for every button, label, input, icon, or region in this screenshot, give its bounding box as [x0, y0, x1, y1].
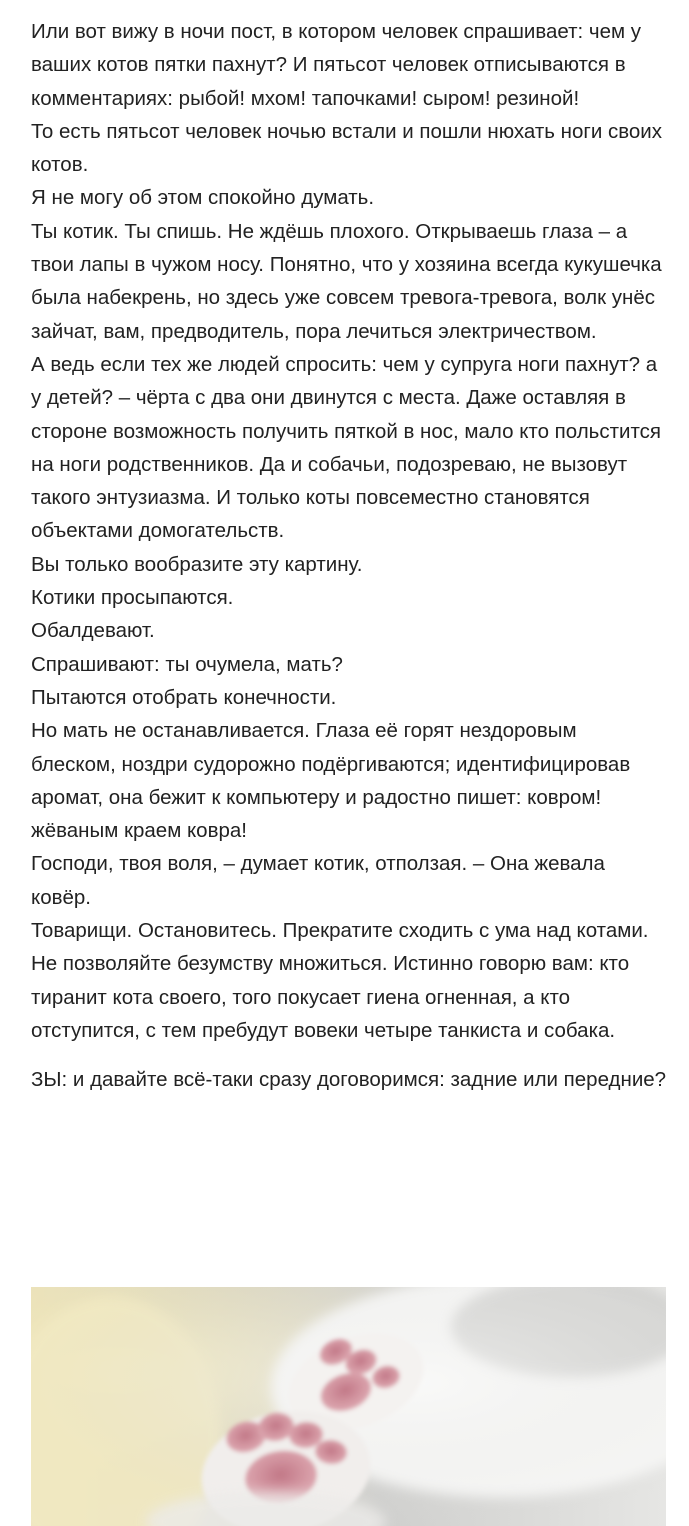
paragraph: Ты котик. Ты спишь. Не ждёшь плохого. Открываешь глаза – а твои лапы в чужом носу. Понятно, что у хозяина всегда кукушечка была набекрень, но здесь уже совсем тревога-тревога, волк унёс зайчат, вам, предводитель, пора лечиться электричеством. [31, 219, 662, 343]
paragraph: Господи, твоя воля, – думает котик, отползая. – Она жевала ковёр. [31, 852, 605, 909]
cat-paws-photo [31, 1287, 666, 1526]
postscript: ЗЫ: и давайте всё-таки сразу договоримся: задние или передние? [31, 1068, 667, 1092]
paragraph: Я не могу об этом спокойно думать. [31, 186, 375, 210]
paragraph: А ведь если тех же людей спросить: чем у супруга ноги пахнут? а у детей? – чёрта с два они двинутся с места. Даже оставляя в стороне возможность получить пяткой в нос, мало кто польстится на ноги родственников. Да и собачьи, подозреваю, не вызовут такого энтузиазма. И только коты повсеместно становятся объектами домогательств. [31, 352, 661, 543]
post-body [31, 15, 667, 1097]
post-image-cat-paws[interactable] [31, 1287, 666, 1526]
paragraph: Обалдевают. [31, 619, 155, 643]
paragraph: Вы только вообразите эту картину. [31, 552, 363, 576]
paragraph: Котики просыпаются. [31, 586, 234, 610]
paragraph: То есть пятьсот человек ночью встали и пошли нюхать ноги своих котов. [31, 119, 662, 177]
paragraph: Но мать не останавливается. Глаза её горят нездоровым блеском, ноздри судорожно подёргиваются; идентифицировав аромат, она бежит к компьютеру и радостно пишет: ковром! жёваным краем ковра! [31, 719, 631, 843]
paragraph: Товарищи. Остановитесь. Прекратите сходить с ума над котами. Не позволяйте безумству множиться. Истинно говорю вам: кто тиранит кота своего, того покусает гиена огненная, а кто отступится, с тем пребудут вовеки четыре танкиста и собака. [31, 919, 649, 1042]
paragraph: Или вот вижу в ночи пост, в котором человек спрашивает: чем у ваших котов пятки пахнут? И пятьсот человек отписываются в комментариях: рыбой! мхом! тапочками! сыром! резиной! [31, 20, 642, 110]
paragraph: Спрашивают: ты очумела, мать? [31, 652, 343, 676]
paragraph: Пытаются отобрать конечности. [31, 685, 337, 709]
